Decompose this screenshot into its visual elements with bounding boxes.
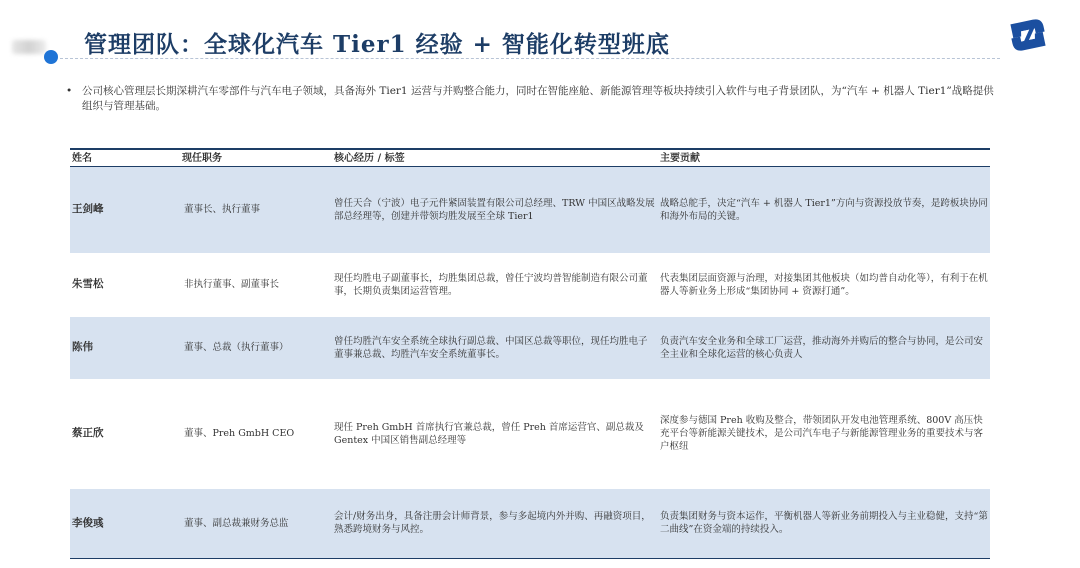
cell-role: 董事、Preh GmbH CEO xyxy=(184,428,295,439)
cell-experience: 现任均胜电子副董事长，均胜集团总裁，曾任宁波均普智能制造有限公司董事，长期负责集团运营管理。 xyxy=(334,272,648,297)
cell-name: 朱雪松 xyxy=(72,278,104,290)
title-bullet-dot xyxy=(44,50,58,64)
cell-contribution: 深度参与德国 Preh 收购及整合，带领团队开发电池管理系统、800V 高压快充平台等新能源关键技术，是公司汽车电子与新能源管理业务的重要技术与客户枢纽 xyxy=(660,415,984,452)
cell-experience: 现任 Preh GmbH 首席执行官兼总裁，曾任 Preh 首席运营官、副总裁及 Gentex 中国区销售副总经理等 xyxy=(334,421,644,446)
cell-role: 非执行董事、副董事长 xyxy=(184,279,280,290)
cell-contribution: 负责汽车安全业务和全球工厂运营，推动海外并购后的整合与协同，是公司安全主业和全球化运营的核心负责人 xyxy=(658,317,990,379)
brand-logo-icon xyxy=(1006,13,1050,57)
header-name: 姓名 xyxy=(70,149,180,167)
header-role: 现任职务 xyxy=(180,149,332,167)
page-title: 管理团队：全球化汽车 Tier1 经验 + 智能化转型班底 xyxy=(84,31,670,58)
cell-role: 董事、总裁（执行董事） xyxy=(180,317,332,379)
table-row xyxy=(70,317,990,379)
cell-name: 李俊彧 xyxy=(70,489,180,559)
table-row xyxy=(70,167,990,253)
cell-role: 董事长、执行董事 xyxy=(180,167,332,253)
blurred-watermark xyxy=(12,40,46,54)
table-row xyxy=(70,379,990,489)
cell-contribution: 负责集团财务与资本运作，平衡机器人等新业务前期投入与主业稳健，支持“第二曲线”在资金端的持续投入。 xyxy=(658,489,990,559)
header-contribution: 主要贡献 xyxy=(658,149,990,167)
cell-experience: 会计/财务出身，具备注册会计师背景，参与多起境内外并购、再融资项目，熟悉跨境财务与风控。 xyxy=(332,489,658,559)
intro-text: 公司核心管理层长期深耕汽车零部件与汽车电子领域，具备海外 Tier1 运营与并购整合能力，同时在智能座舱、新能源管理等板块持续引入软件与电子背景团队，为“汽车 + 机器人 Tier1”战略提供组织与管理基础。 xyxy=(82,85,994,112)
table-row xyxy=(70,489,990,559)
title-divider xyxy=(60,58,1000,59)
cell-contribution: 代表集团层面资源与治理，对接集团其他板块（如均普自动化等），有利于在机器人等新业务上形成“集团协同 + 资源打通”。 xyxy=(660,272,988,297)
cell-name: 陈伟 xyxy=(70,317,180,379)
cell-experience: 曾任天合（宁波）电子元件紧固装置有限公司总经理、TRW 中国区战略发展部总经理等，创建并带领均胜发展至全球 Tier1 xyxy=(332,167,658,253)
intro-paragraph xyxy=(66,84,996,114)
cell-name: 蔡正欣 xyxy=(72,427,104,439)
cell-experience: 曾任均胜汽车安全系统全球执行副总裁、中国区总裁等职位，现任均胜电子董事兼总裁、均胜汽车安全系统董事长。 xyxy=(332,317,658,379)
table-header-row xyxy=(70,149,990,167)
table-row xyxy=(70,253,990,317)
management-team-table xyxy=(70,148,990,559)
cell-contribution: 战略总舵手，决定“汽车 + 机器人 Tier1”方向与资源投放节奏，是跨板块协同和海外布局的关键。 xyxy=(658,167,990,253)
cell-name: 王剑峰 xyxy=(70,167,180,253)
intro-bullet: • xyxy=(66,85,73,97)
cell-role: 董事、副总裁兼财务总监 xyxy=(180,489,332,559)
header-experience: 核心经历 / 标签 xyxy=(332,149,658,167)
